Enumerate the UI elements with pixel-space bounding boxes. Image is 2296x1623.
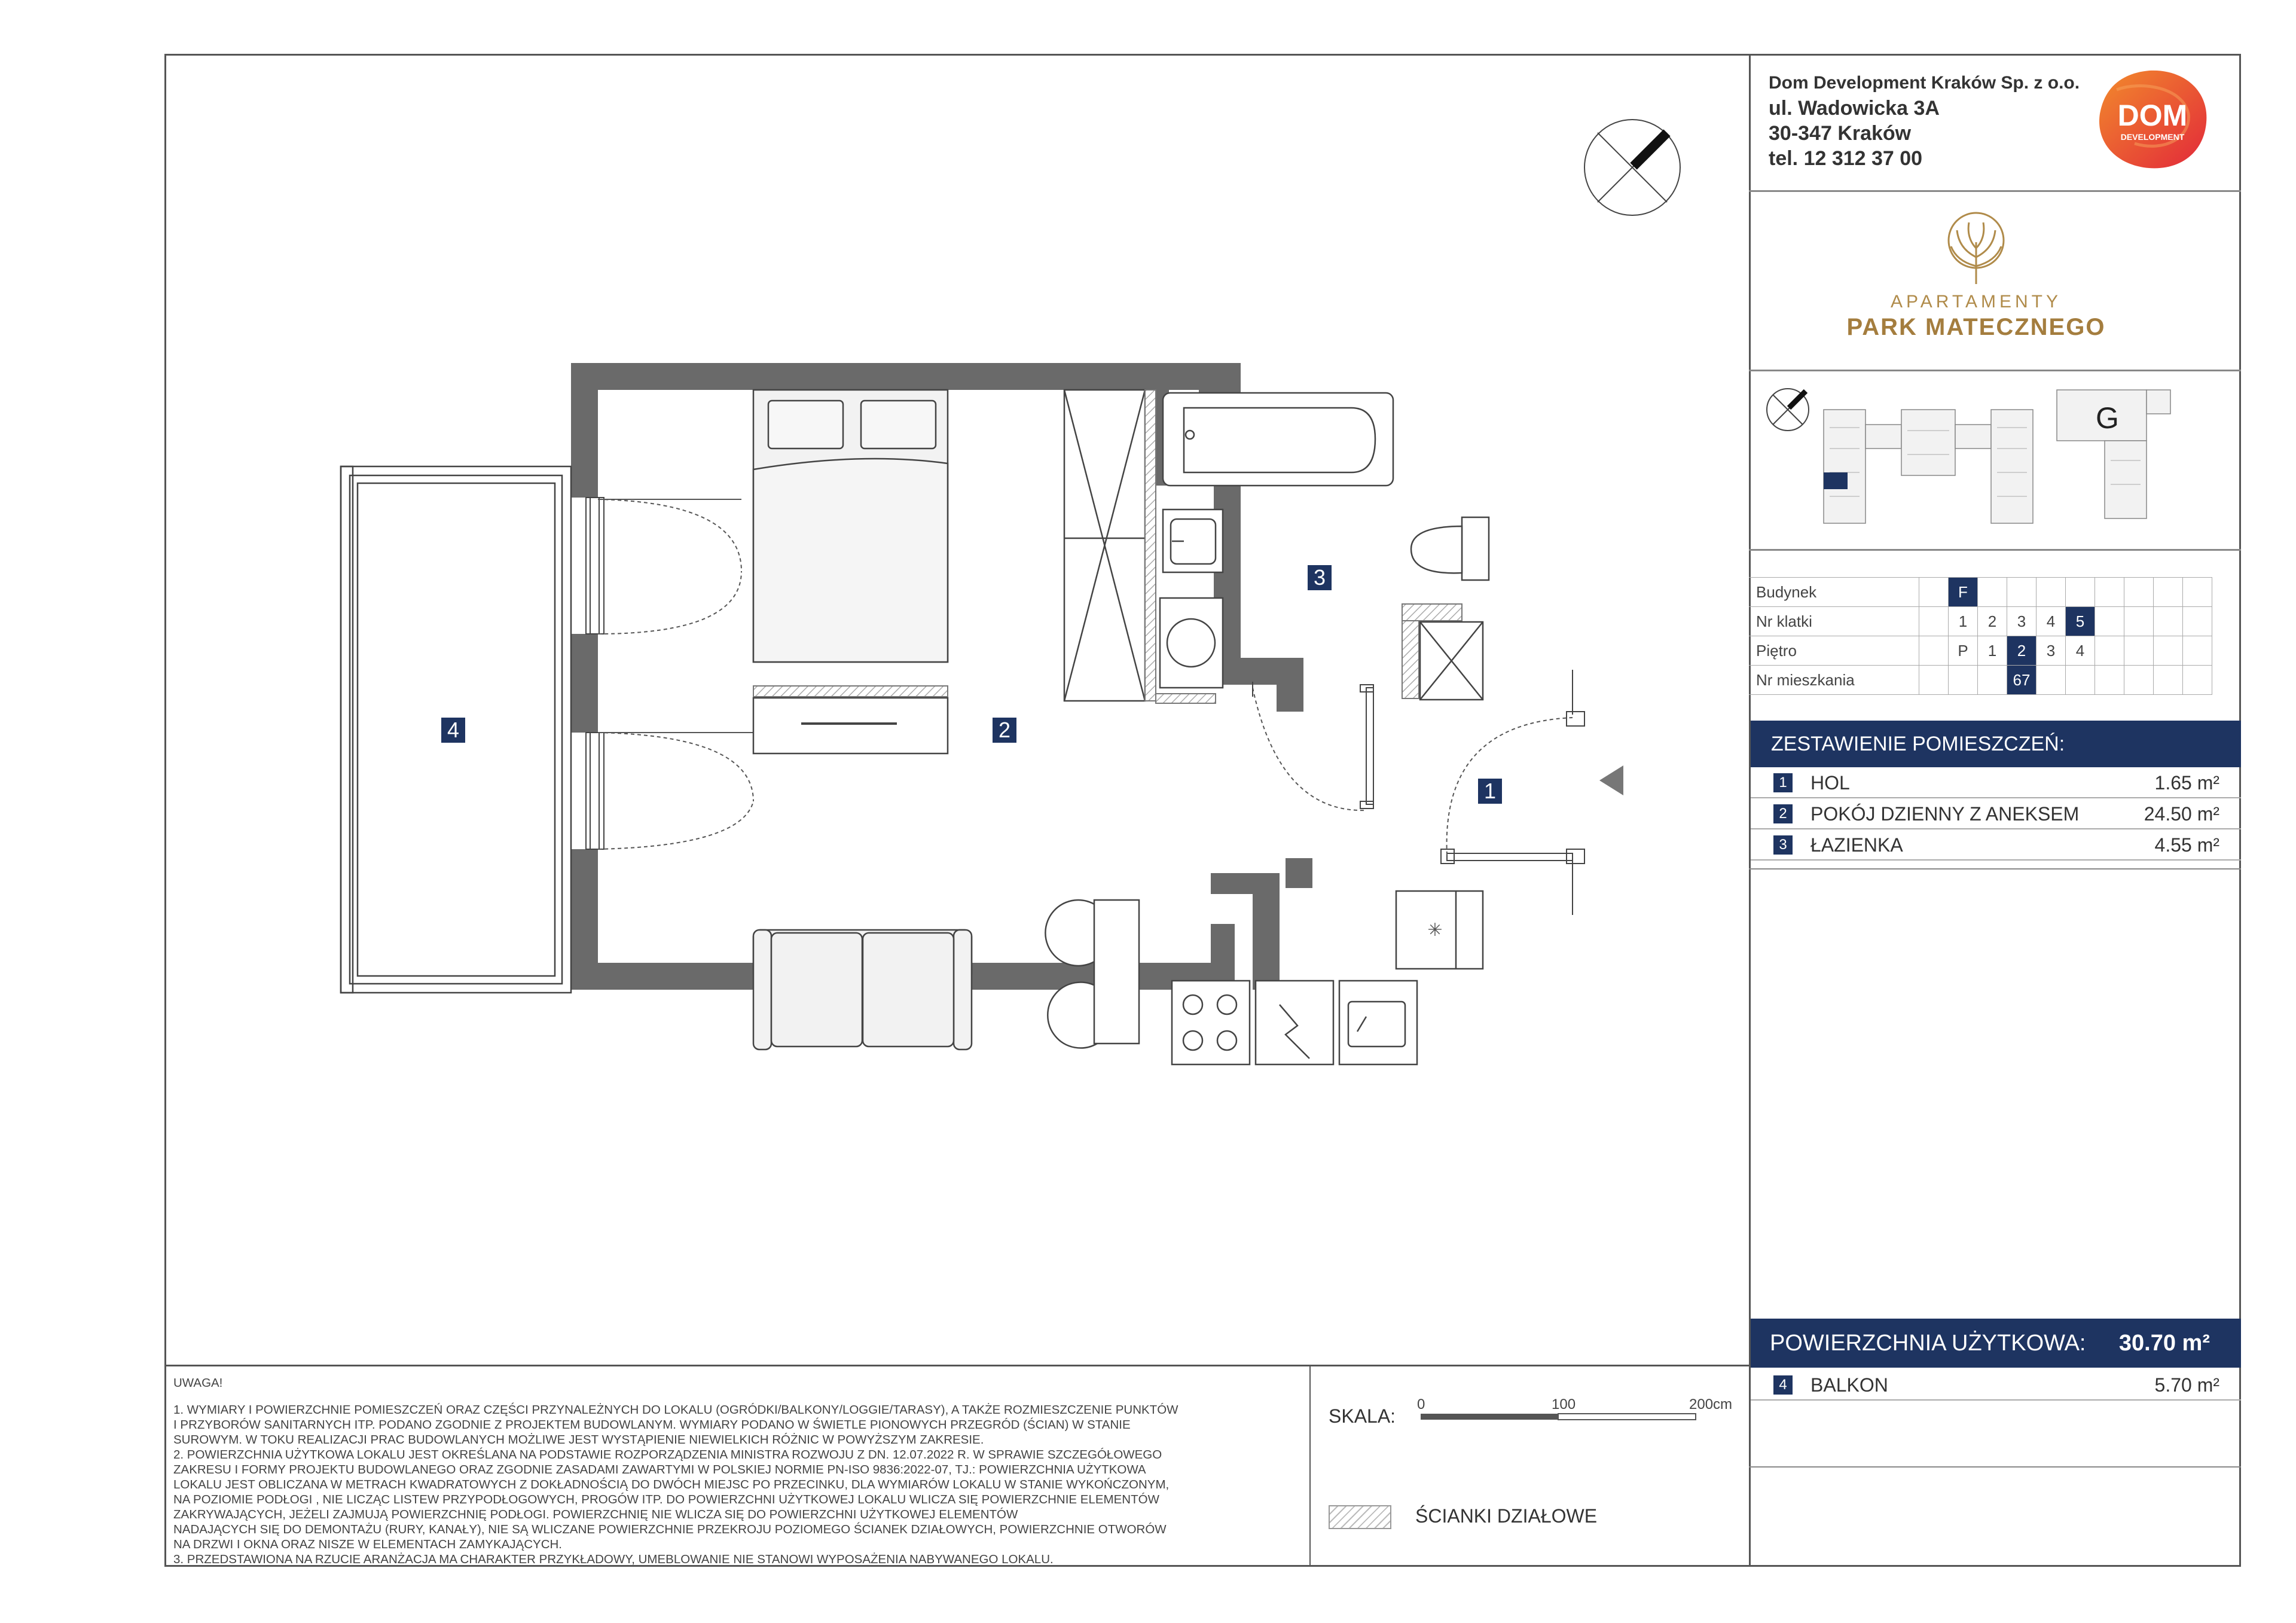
- staircase-cell: 2: [1978, 607, 2007, 636]
- divider: [164, 1365, 1749, 1366]
- floor-plan: [323, 359, 1638, 1106]
- apartment-number-value: 67: [2007, 666, 2037, 695]
- floor-cell: 1: [1978, 636, 2007, 666]
- project-brand: [1845, 209, 2108, 347]
- note-line: NADAJĄCYCH SIĘ DO DEMONTAŻU (RURY, KANAŁY), NIE SĄ WLICZANE POWIERZCHNIE PRZEKROJU POZIOMEGO ŚCIANEK DZIAŁOWYCH, POWIERZCHNIE OTWORÓW: [173, 1523, 1167, 1536]
- floor-cell: 3: [2037, 636, 2066, 666]
- balcony-row: [1751, 1369, 2241, 1401]
- company-city: 30-347 Kraków: [1769, 122, 1912, 145]
- staircase-cell: 3: [2007, 607, 2037, 636]
- plan-room-label: 2: [993, 718, 1016, 743]
- room-area: 5.70 m²: [2154, 1374, 2219, 1396]
- floor-cell: P: [1949, 636, 1978, 666]
- note-line: 1. WYMIARY I POWIERZCHNIE POMIESZCZEŃ ORAZ CZĘŚCI PRZYNALEŻNYCH DO LOKALU (OGRÓDKI/BALKONY/LOGGIE/TARASY), A TAKŻE ROZMIESZCZENIE PUNKTÓW: [173, 1403, 1178, 1417]
- room-number: 1: [1773, 773, 1793, 792]
- dom-development-logo: [2093, 66, 2212, 173]
- room-row: [1751, 829, 2241, 861]
- rooms-list: [1751, 767, 2241, 861]
- scale-bar: [1417, 1393, 1752, 1429]
- divider: [1749, 370, 2241, 371]
- room-row: [1751, 798, 2241, 829]
- svg-text:0: 0: [1417, 1396, 1425, 1413]
- apartment-info-table: [1749, 577, 2212, 695]
- plan-room-label: 1: [1478, 779, 1502, 804]
- building-value: F: [1949, 578, 1978, 607]
- north-arrow-icon: [1578, 114, 1686, 221]
- note-line: 3. PRZEDSTAWIONA NA RZUCIE ARANŻACJA MA CHARAKTER PRZYKŁADOWY, UMEBLOWANIE NIE STANOWI WYPOSAŻENIA NABYWANEGO LOKALU.: [173, 1552, 1054, 1566]
- room-area: 4.55 m²: [2154, 834, 2219, 856]
- divider: [1749, 868, 2241, 870]
- company-street: ul. Wadowicka 3A: [1769, 97, 1940, 120]
- building-label: Budynek: [1749, 578, 1919, 607]
- divider: [1309, 1365, 1311, 1567]
- divider: [1749, 1466, 2241, 1468]
- company-phone: tel. 12 312 37 00: [1769, 147, 1923, 170]
- company-address: [1769, 71, 2080, 171]
- staircase-cell: 4: [2037, 607, 2066, 636]
- room-area: 24.50 m²: [2144, 803, 2219, 825]
- total-area: [1751, 1319, 2241, 1368]
- room-number: 4: [1773, 1375, 1793, 1395]
- brand-line2: PARK MATECZNEGO: [1846, 314, 2106, 340]
- note-line: SUROWYM. W TOKU REALIZACJI PRAC BUDOWLANYCH MOŻLIWE JEST WYSTĄPIENIE NIEWIELKICH RÓŻNIC W POWYŻSZYM ZAKRESIE.: [173, 1433, 984, 1447]
- note-line: 2. POWIERZCHNIA UŻYTKOWA LOKALU JEST OKREŚLANA NA PODSTAWIE ROZPORZĄDZENIA MINISTRA ROZWOJU Z DN. 12.07.2022 R. W SPRAWIE SZCZEGÓŁOWEGO: [173, 1448, 1162, 1462]
- notes-title: UWAGA!: [173, 1376, 223, 1390]
- key-plan: [1764, 383, 2230, 538]
- svg-text:✳: ✳: [1427, 920, 1443, 941]
- note-line: NA DRZWI I OKNA ORAZ NISZE W ELEMENTACH ZAMYKAJĄCYCH.: [173, 1537, 562, 1551]
- key-plan-building-letter: G: [2096, 401, 2119, 435]
- rooms-heading: ZESTAWIENIE POMIESZCZEŃ:: [1751, 721, 2241, 767]
- divider: [1749, 190, 2241, 192]
- total-area-value: 30.70 m²: [2118, 1331, 2210, 1356]
- floor-label: Piętro: [1749, 636, 1919, 666]
- room-name: BALKON: [1810, 1374, 1888, 1396]
- note-line: LOKALU JEST OBLICZANA W METRACH KWADRATOWYCH Z DOKŁADNOŚCIĄ DO DWÓCH MIEJSC PO PRZECINKU, DLA WYMIARÓW LOKALU W STANIE WYKOŃCZONYM,: [173, 1478, 1170, 1491]
- note-line: ZAKRYWAJĄCYCH, JEŻELI ZAJMUJĄ POWIERZCHNIĘ PODŁOGI. POWIERZCHNIĘ NIE WLICZA SIĘ DO POWIERZCHNI UŻYTKOWEJ ELEMENTÓW: [173, 1508, 1018, 1521]
- staircase-cell: 1: [1949, 607, 1978, 636]
- hatch-swatch: [1329, 1505, 1391, 1529]
- floor-cell: 4: [2066, 636, 2095, 666]
- scale-label: SKALA:: [1329, 1405, 1396, 1427]
- room-number: 3: [1773, 835, 1793, 855]
- room-area: 1.65 m²: [2154, 772, 2219, 794]
- staircase-cell-selected: 5: [2066, 607, 2095, 636]
- note-line: ZAKRESU I FORMY PROJEKTU BUDOWLANEGO ORAZ ZGODNIE ZASADAMI ZAWARTYMI W POLSKIEJ NORMIE PN-ISO 9836:2022-07, TJ.: POWIERZCHNIA UŻYTKOWA: [173, 1463, 1146, 1476]
- svg-text:100: 100: [1552, 1396, 1576, 1413]
- room-row: [1751, 767, 2241, 798]
- staircase-label: Nr klatki: [1749, 607, 1919, 636]
- svg-text:DEVELOPMENT: DEVELOPMENT: [2120, 132, 2185, 142]
- room-name: ŁAZIENKA: [1810, 834, 1903, 856]
- tree-logo-icon: [1940, 209, 2012, 287]
- room-name: HOL: [1810, 772, 1850, 794]
- room-name: POKÓJ DZIENNY Z ANEKSEM: [1810, 803, 2080, 825]
- svg-text:200cm: 200cm: [1689, 1396, 1733, 1413]
- apartment-number-label: Nr mieszkania: [1749, 666, 1919, 695]
- brand-line1: APARTAMENTY: [1890, 292, 2062, 312]
- divider: [1749, 549, 2241, 551]
- note-line: I PRZYBORÓW SANITARNYCH ITP. PODANO ZGODNIE Z PROJEKTEM BUDOWLANYM. WYMIARY PODANO W ŚWIETLE PIONOWYCH PRZEGRÓD (ŚCIAN) W STANIE: [173, 1418, 1131, 1432]
- note-line: NA POZIOMIE PODŁOGI , NIE LICZĄC LISTEW PRZYPODŁOGOWYCH, PROGÓW ITP. DO POWIERZCHNI UŻYTKOWEJ LOKALU WLICZA SIĘ POWIERZCHNIE ELEMENTÓW: [173, 1493, 1159, 1506]
- floor-cell-selected: 2: [2007, 636, 2037, 666]
- legend-label: ŚCIANKI DZIAŁOWE: [1415, 1505, 1598, 1527]
- total-area-label: POWIERZCHNIA UŻYTKOWA:: [1770, 1331, 2086, 1356]
- company-name: Dom Development Kraków Sp. z o.o.: [1769, 73, 2080, 93]
- notes-block: [173, 1375, 1280, 1567]
- room-number: 2: [1773, 804, 1793, 823]
- svg-text:DOM: DOM: [2117, 99, 2188, 132]
- plan-room-label: 4: [441, 718, 465, 743]
- plan-room-label: 3: [1308, 565, 1332, 590]
